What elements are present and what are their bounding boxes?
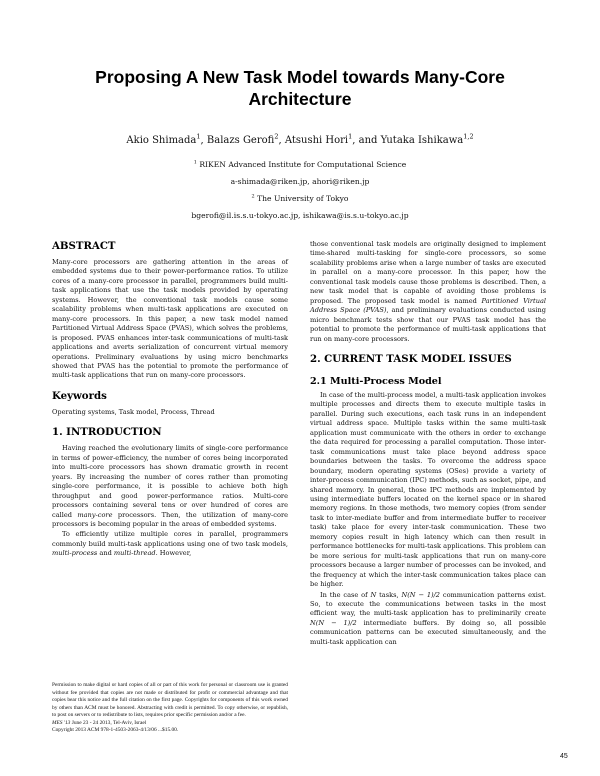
page-number: 45 [560,753,568,760]
title-line-1: Proposing A New Task Model towards Many-Core [95,67,505,87]
paper-title [40,66,560,110]
text-run: , and preliminary evaluations conducted using micro benchmark tests show that our PVAS task model has the potential to promote the performance of multi-task applications that run on many-core processors. [310,306,547,343]
conference-venue [52,720,288,728]
section-2-1-paragraph-2 [310,591,546,648]
keywords-text: Operating systems, Task model, Process, Thread [52,407,215,416]
emphasis: multi-thread [113,549,156,558]
abstract-heading: ABSTRACT [52,240,116,252]
author-separator: , [200,135,207,146]
math-formula: N(N − 1)/2 [401,590,441,599]
math-formula: N(N − 1)/2 [310,618,357,627]
emphasis: many-core [77,510,113,519]
right-column [310,240,546,647]
abstract-text: Many-core processors are gathering attention in the areas of embedded systems due to their power-performance ratios. To utilize cores of a many-core processor in parallel, programmers build multi-task applications that use the task models provided by operating systems. However, the conventional task models cause some scalability problems when multi-task applications are executed on many-core processors. In this paper, a new task model named Partitioned Virtual Address Space (PVAS), which solves the problems, is proposed. PVAS enhances inter-task communications of multi-task applications and averts serialization of concurrent virtual memory operations. Preliminary evaluations by using micro benchmarks showed that PVAS has the potential to promote the performance of multi-task applications that run on many-core processors. [52,258,288,380]
author-affiliation-mark: 1 [348,132,353,141]
text-run: To efficiently utilize multiple cores in parallel, programmers commonly build multi-task applications using one of two task models, [52,530,288,548]
introduction-paragraph-1 [52,444,288,529]
keywords-heading: Keywords [52,389,107,402]
emphasis: multi-process [52,549,98,558]
venue-details: June 23 - 24 2013, Tel-Aviv, Israel [70,719,147,726]
text-run: communication patterns exist. So, to execute the communications between tasks in the most efficient way, the multi-task application has to preliminarily create [310,590,546,618]
copyright-footnote [52,682,288,735]
text-run: intermediate buffers. By doing so, all possible communication patterns can be executed simultaneously, and the multi-task application can [310,618,546,646]
permission-notice: Permission to make digital or hard copies of all or part of this work for personal or classroom use is granted without fee provided that copies are not made or distributed for profit or commercial advantage and that copies bear this notice and the full citation on the first page. Copyrights for components of this work owned by others than ACM must be honored. Abstracting with credit is permitted. To copy otherwise, or republish, to post on servers or to redistribute to lists, requires prior specific permission and/or a fee. [52,682,288,718]
text-run: Having reached the evolutionary limits of single-core performance in terms of power-efficiency, the number of cores being incorporated into multi-core processors has shown dramatic growth in recent years. By increasing the number of cores rather than promoting single-core performance, it is possible to achieve both high throughput and good power-performance ratios. Multi-core processors containing several tens or over hundred of cores are called [52,444,288,519]
affiliation-1 [40,160,560,170]
affiliation-1-email: a-shimada@riken.jp, ahori@riken.jp [230,177,370,186]
author-list [40,134,560,147]
introduction-paragraph-2 [52,530,288,558]
author-separator: , and [352,135,381,146]
author-affiliation-mark: 2 [274,132,279,141]
introduction-heading: 1. INTRODUCTION [52,426,162,439]
text-run: . However, [155,549,192,558]
title-line-2: Architecture [248,89,352,109]
math-variable: N [370,590,377,599]
author-affiliation-mark: 1,2 [463,132,474,141]
affiliation-2 [40,194,560,204]
left-column [52,240,288,559]
text-run: and [97,549,114,558]
introduction-continued [310,240,546,344]
affiliation-name: RIKEN Advanced Institute for Computational Science [199,160,407,169]
author-name: Akio Shimada [126,135,197,146]
author-affiliation-mark: 1 [196,132,201,141]
section-2-1-paragraph-1: In case of the multi-process model, a multi-task application invokes multiple processes and directs them to execute multiple tasks in parallel. During such executions, each task runs in an independent virtual address space. Multiple tasks within the same multi-task application must communicate with the others in order to exchange the data required for processing a parallel computation. Those inter-task communications must take place beyond address space boundaries between the tasks. To overcome the address space boundary, modern operating systems (OSes) provide a variety of inter-process communication (IPC) methods, such as socket, pipe, and shared memory. In general, those IPC methods are implemented by using intermediate buffers located on the kernel space or in shared memory regions. In those methods, two memory copies (from sender task to inter-mediate buffer and from intermediate buffer to receiver task) take place for every inter-task communication. These two memory copies result in high latency which can then result in performance bottlenecks for multi-task applications. This problem can be more serious for multi-task applications that run on many-core processors because a larger number of processes can be invoked, and the frequency at which the inter-task communication takes place can be higher. [310,390,546,589]
subsection-2-1-heading: 2.1 Multi-Process Model [310,375,442,387]
affiliation-name: The University of Tokyo [257,194,349,203]
emphasis: Partitioned Virtual Address Space (PVAS) [310,296,546,315]
author-name: Balazs Gerofi [206,135,275,146]
text-run: those conventional task models are originally designed to implement time-shared multi-tasking for single-core processors, so some scalability problems arise when a large number of tasks are executed in parallel on a many-core processor. In this paper, how the conventional task models cause those problems is described. Then, a new task model that is capable of avoiding those problems is proposed. The proposed task model is named [310,240,546,305]
copyright-line: Copyright 2013 ACM 978-1-4503-2063-4/13/06 ...$15.00. [52,727,179,733]
section-2-heading: 2. CURRENT TASK MODEL ISSUES [310,352,512,365]
affiliation-mark: 1 [193,159,197,166]
text-run: tasks, [376,590,402,599]
affiliation-mark: 2 [251,193,255,200]
author-name: Yutaka Ishikawa [380,135,464,146]
text-run: processors. Then, the utilization of many-core processors is becoming popular in the areas of embedded systems. [52,510,289,528]
affiliation-2-email: bgerofi@il.is.s.u-tokyo.ac.jp, ishikawa@is.s.u-tokyo.ac.jp [191,211,409,220]
text-run: In the case of [320,590,371,599]
venue-acronym: MES '13 [52,719,71,726]
author-separator: , [278,135,285,146]
author-name: Atsushi Hori [284,135,349,146]
